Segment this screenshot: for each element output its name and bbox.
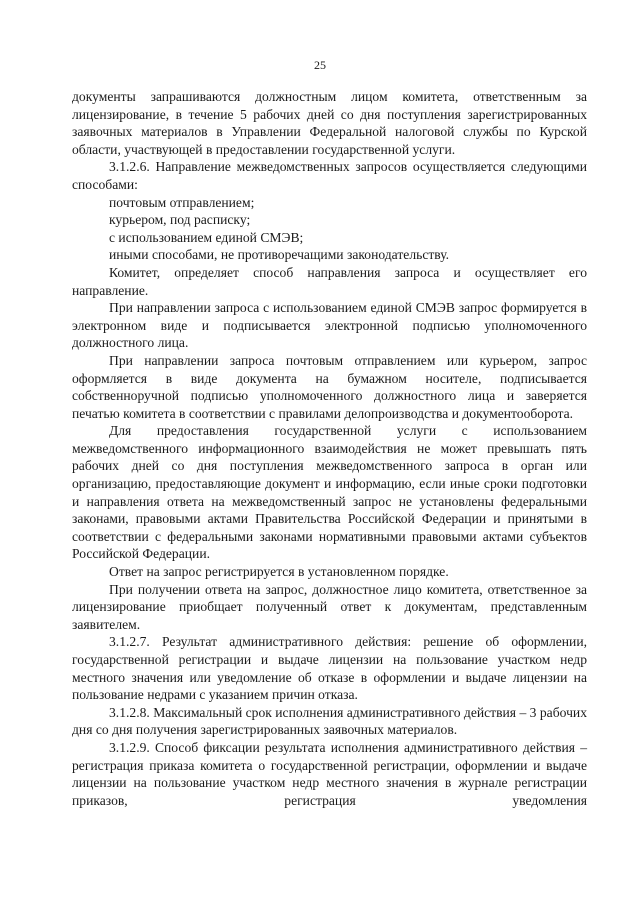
- list-item: с использованием единой СМЭВ;: [109, 229, 304, 245]
- document-body: [72, 88, 587, 809]
- paragraph: Ответ на запрос регистрируется в установленном порядке.: [109, 564, 449, 580]
- paragraph: документы запрашиваются должностным лицом комитета, ответственным за лицензирование, в течение 5 рабочих дней со дня поступления зарегистрированных заявочных материалов в Управлении Федеральной налоговой службы по Курской области, участвующей в предоставлении государственной услуги.: [72, 89, 587, 157]
- page-number: 25: [314, 58, 326, 72]
- paragraph: При получении ответа на запрос, должностное лицо комитета, ответственное за лицензирование приобщает полученный ответ к документам, представленным заявителем.: [72, 581, 587, 632]
- paragraph-section-3-1-2-6: 3.1.2.6. Направление межведомственных запросов осуществляется следующими способами:: [72, 159, 587, 192]
- paragraph: При направлении запроса с использованием единой СМЭВ запрос формируется в электронном виде и подписывается электронной подписью уполномоченного должностного лица.: [72, 300, 587, 351]
- list-item: иными способами, не противоречащими законодательству.: [109, 247, 450, 263]
- paragraph-section-3-1-2-8: 3.1.2.8. Максимальный срок исполнения административного действия – 3 рабочих дня со дня получения зарегистрированных заявочных материалов.: [72, 704, 587, 738]
- list-item: курьером, под расписку;: [109, 212, 251, 228]
- list-item: почтовым отправлением;: [109, 194, 255, 210]
- paragraph-section-3-1-2-7: 3.1.2.7. Результат административного действия: решение об оформлении, государственной регистрации и выдаче лицензии на пользование участком недр местного значения или уведомление об отказе в оформлении и выдаче лицензии на пользование недрами с указанием причин отказа.: [72, 634, 587, 703]
- paragraph: Комитет, определяет способ направления запроса и осуществляет его направление.: [72, 264, 587, 298]
- paragraph: Для предоставления государственной услуги с использованием межведомственного информационного взаимодействия не может превышать пять рабочих дней со дня поступления межведомственного запроса в орган или организацию, предоставляющие документ и информацию, если иные сроки подготовки и направления ответа на межведомственный запрос не установлены федеральными законами, правовыми актами Правительства Российской Федерации и принятыми в соответствии с федеральными законами нормативными правовыми актами субъектов Российской Федерации.: [72, 423, 587, 562]
- paragraph-section-3-1-2-9: 3.1.2.9. Способ фиксации результата исполнения административного действия – регистрация приказа комитета о государственной регистрации, оформлении и выдаче лицензии на пользование участком недр местного значения в журнале регистрации приказов, регистрация уведомления: [72, 739, 587, 808]
- paragraph: При направлении запроса почтовым отправлением или курьером, запрос оформляется в виде документа на бумажном носителе, подписывается собственноручной подписью уполномоченного должностного лица и заверяется печатью комитета в соответствии с правилами делопроизводства и документооборота.: [72, 352, 587, 421]
